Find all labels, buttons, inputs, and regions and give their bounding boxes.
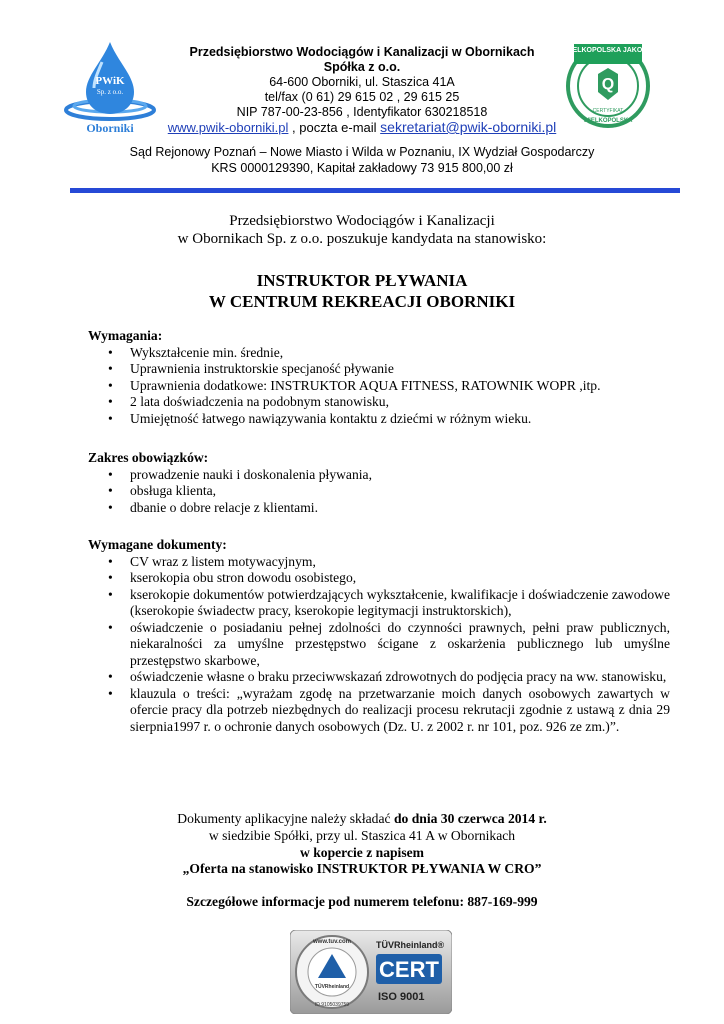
tuv-iso-standard: ISO 9001 xyxy=(378,991,425,1003)
bullet-icon: • xyxy=(108,394,113,409)
duties-section xyxy=(88,450,670,516)
list-item: • 2 lata doświadczenia na podobnym stanowisku, xyxy=(108,394,389,409)
seal-bottom-text: WIELKOPOLSKA xyxy=(583,118,633,124)
company-nip: NIP 787-00-23-856 , Identyfikator 630218518 xyxy=(236,105,488,119)
list-item: • prowadzenie nauki i doskonalenia pływania, xyxy=(108,466,372,482)
list-item: • Umiejętność łatwego nawiązywania kontaktu z dziećmi w różnym wieku. xyxy=(108,410,532,426)
position-title-line-2: W CENTRUM REKREACJI OBORNIKI xyxy=(208,292,516,311)
tuv-brand: TÜVRheinland® xyxy=(376,940,445,950)
company-form: Spółka z o.o. xyxy=(323,60,401,74)
wielkopolska-quality-seal xyxy=(564,42,652,130)
tuv-iso-certificate-badge xyxy=(290,930,452,1014)
bullet-icon: • xyxy=(108,586,113,602)
list-item: • oświadczenie o posiadaniu pełnej zdolności do czynności prawnych, pełni praw publicznych, niekaralności za umyślne przestępstwo ścigane z oskarżenia publicznego lub umyślne przestępstwo skarbowe, xyxy=(108,619,670,668)
seal-top-text: WIELKOPOLSKA JAKOŚĆ xyxy=(564,47,652,54)
intro-line-1: Przedsiębiorstwo Wodociągów i Kanalizacji xyxy=(229,213,495,229)
requirements-section xyxy=(88,328,670,427)
list-item: • kserokopie dokumentów potwierdzających wykształcenie, kwalifikacje i doświadczenie zawodowe (kserokopie świadectw pracy, kserokopie legitymacji instruktorskich), xyxy=(108,586,670,618)
tuv-id: ID 9105039759 xyxy=(314,1002,350,1008)
bullet-icon: • xyxy=(108,466,113,482)
seal-center-letter: Q xyxy=(601,76,615,93)
list-item: • dbanie o dobre relacje z klientami. xyxy=(108,499,318,515)
email-link[interactable]: sekretariat@pwik-oborniki.pl xyxy=(380,119,557,135)
requirements-heading: Wymagania: xyxy=(88,328,163,343)
logo-abbr: PWiK xyxy=(95,75,125,87)
requirements-list xyxy=(88,345,670,428)
website-link[interactable]: www.pwik-oborniki.pl xyxy=(167,120,289,135)
list-item: • kserokopia obu stron dowodu osobistego, xyxy=(108,570,357,585)
logo-form: Sp. z o.o. xyxy=(96,88,124,96)
bullet-icon: • xyxy=(108,669,113,684)
offer-label: „Oferta na stanowisko INSTRUKTOR PŁYWANIA W CRO” xyxy=(182,861,542,876)
company-name: Przedsiębiorstwo Wodociągów i Kanalizacji w Obornikach xyxy=(189,45,535,59)
deadline-date: do dnia 30 czerwca 2014 r. xyxy=(393,811,547,826)
bullet-icon: • xyxy=(108,361,113,376)
documents-list xyxy=(88,554,670,736)
duties-list xyxy=(88,467,670,517)
list-item: • CV wraz z listem motywacyjnym, xyxy=(108,553,316,569)
bullet-icon: • xyxy=(108,553,113,569)
logo-city: Oborniki xyxy=(86,121,134,135)
list-item: • oświadczenie własne o braku przeciwwskazań zdrowotnych do podjęcia pracy na ww. stanowisku, xyxy=(108,669,667,684)
seal-side-text: CERTYFIKAT xyxy=(592,108,624,114)
bullet-icon: • xyxy=(108,499,113,515)
header-divider xyxy=(70,188,680,193)
submission-location: w siedzibie Spółki, przy ul. Staszica 41 A w Obornikach xyxy=(208,828,516,843)
intro-line-2: w Obornikach Sp. z o.o. poszukuje kandydata na stanowisko: xyxy=(177,231,547,247)
tuv-url: www.tuv.com xyxy=(312,939,352,945)
list-item: • Uprawnienia dodatkowe: INSTRUKTOR AQUA FITNESS, RATOWNIK WOPR ,itp. xyxy=(108,377,601,393)
bullet-icon: • xyxy=(108,377,113,393)
email-prefix: , poczta e-mail xyxy=(288,120,381,135)
court-registration: Sąd Rejonowy Poznań – Nowe Miasto i Wilda w Poznaniu, IX Wydział Gospodarczy xyxy=(129,145,595,159)
bullet-icon: • xyxy=(108,685,113,701)
bullet-icon: • xyxy=(108,619,113,635)
bullet-icon: • xyxy=(108,344,113,360)
tuv-seal-name: TÜVRheinland xyxy=(314,984,350,990)
contact-info: Szczegółowe informacje pod numerem telefonu: 887-169-999 xyxy=(186,894,538,909)
duties-heading: Zakres obowiązków: xyxy=(88,450,209,465)
company-phone: tel/fax (0 61) 29 615 02 , 29 615 25 xyxy=(264,90,460,104)
list-item: • obsługa klienta, xyxy=(108,483,217,498)
envelope-note: w kopercie z napisem xyxy=(300,845,424,860)
list-item: • klauzula o treści: „wyrażam zgodę na przetwarzanie moich danych osobowych zawartych w ofercie pracy dla potrzeb niezbędnych do realizacji procesu rekrutacji zgodnie z ustawą z dnia 29 sierpnia1997 r. o ochronie danych osobowych (Dz. U. z 2002 r. nr 101, poz. 926 ze zm.)”. xyxy=(108,685,670,734)
documents-heading: Wymagane dokumenty: xyxy=(88,537,227,552)
company-address: 64-600 Oborniki, ul. Staszica 41A xyxy=(269,75,455,89)
tuv-cert-word: CERT xyxy=(379,957,439,982)
deadline-prefix: Dokumenty aplikacyjne należy składać xyxy=(177,811,394,826)
deadline-line xyxy=(60,811,664,828)
bullet-icon: • xyxy=(108,483,113,498)
list-item: • Uprawnienia instruktorskie specjaność pływanie xyxy=(108,361,394,376)
krs-capital: KRS 0000129390, Kapitał zakładowy 73 915 800,00 zł xyxy=(211,161,513,175)
documents-section xyxy=(88,537,670,735)
bullet-icon: • xyxy=(108,570,113,585)
bullet-icon: • xyxy=(108,410,113,426)
list-item: • Wykształcenie min. średnie, xyxy=(108,344,284,360)
position-title-line-1: INSTRUKTOR PŁYWANIA xyxy=(256,271,468,290)
